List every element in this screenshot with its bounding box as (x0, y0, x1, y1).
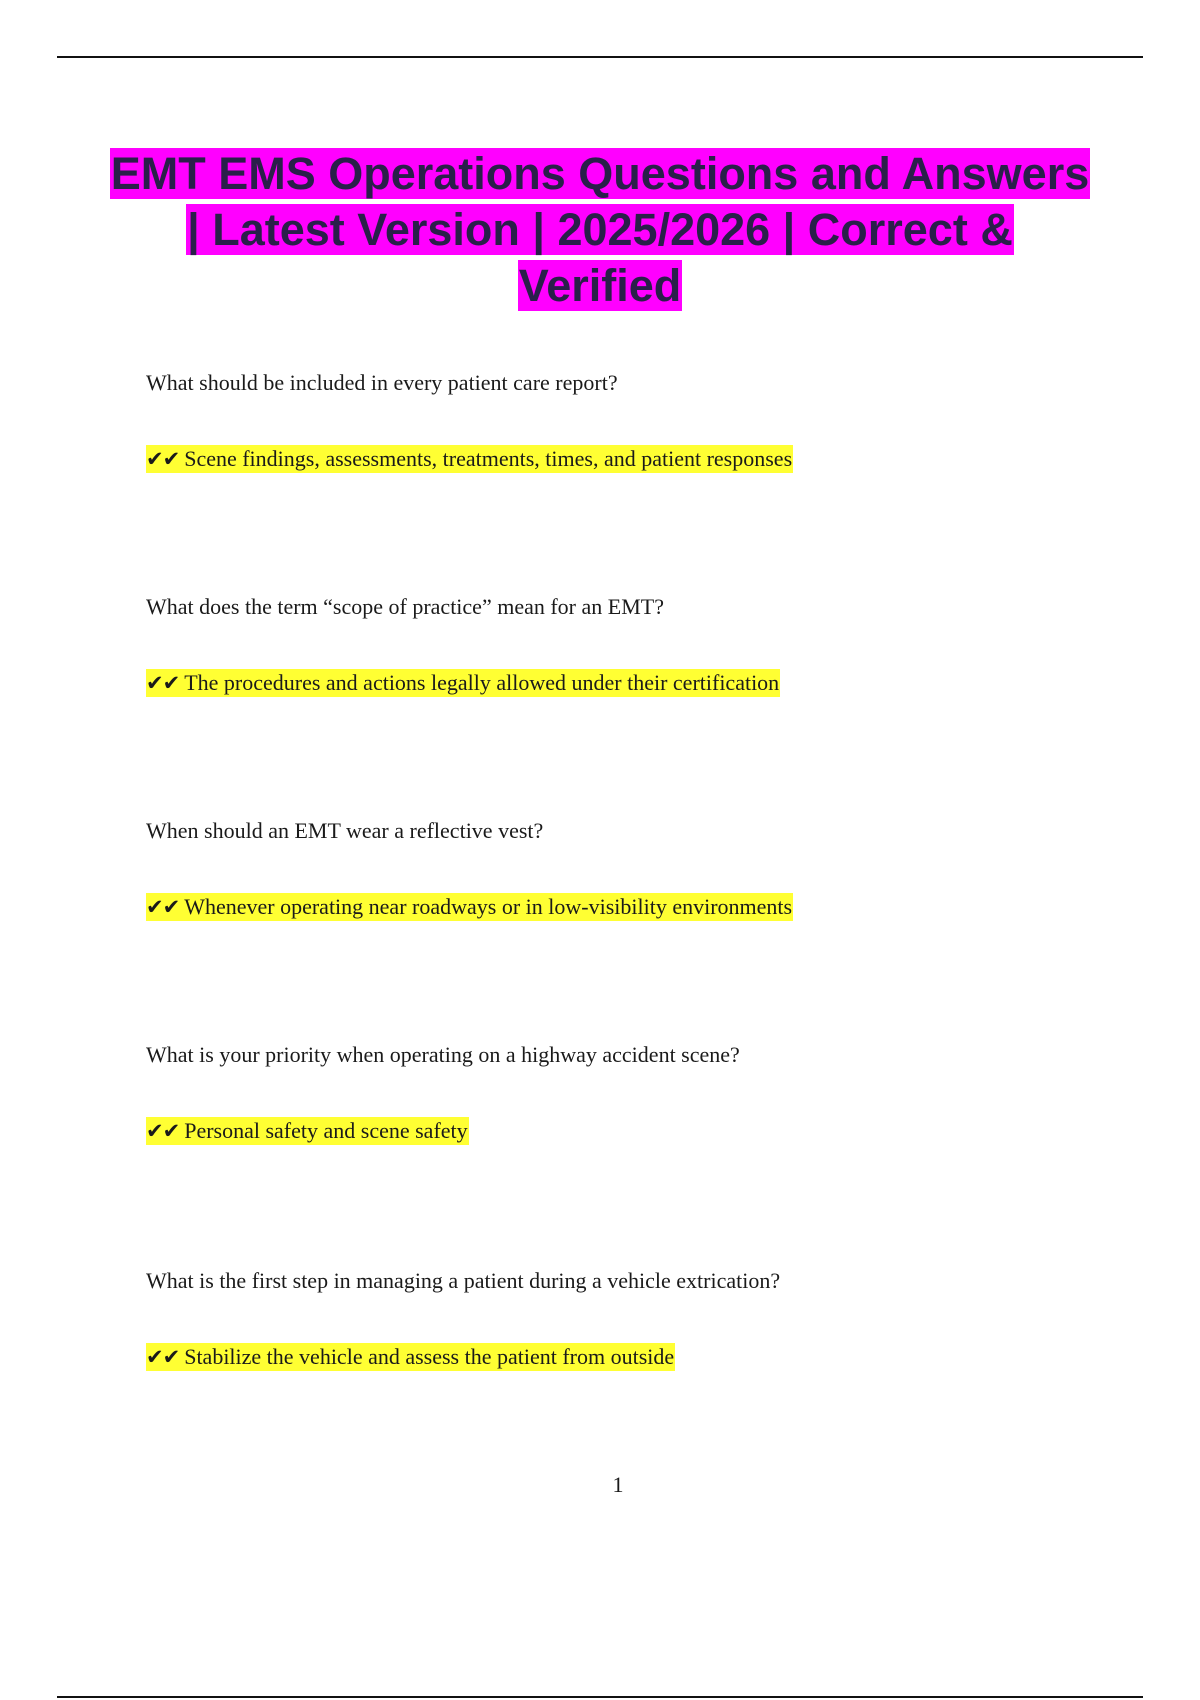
answer-text: The procedures and actions legally allowed under their certification (184, 670, 780, 695)
question-text: What does the term “scope of practice” mean for an EMT? (146, 594, 664, 619)
question-text: What is your priority when operating on a highway accident scene? (146, 1042, 740, 1067)
question-text: What is the first step in managing a patient during a vehicle extrication? (146, 1268, 781, 1293)
answer-line (146, 1116, 469, 1146)
title-highlight: EMT EMS Operations Questions and Answers | Latest Version | 2025/2026 | Correct & Verified (110, 148, 1090, 311)
page-number: 1 (612, 1472, 624, 1497)
check-icon: ✔✔ (146, 447, 180, 471)
qa-item (146, 816, 1096, 919)
document-title (100, 146, 1100, 314)
answer-line (146, 444, 793, 474)
qa-item (146, 1266, 1096, 1369)
answer-text: Whenever operating near roadways or in low-visibility environments (184, 894, 793, 919)
question-text: What should be included in every patient care report? (146, 370, 618, 395)
answer-highlight (146, 893, 793, 921)
check-icon: ✔✔ (146, 895, 180, 919)
answer-line (146, 1342, 675, 1372)
check-icon: ✔✔ (146, 1119, 180, 1143)
bottom-rule (57, 1696, 1143, 1698)
answer-text: Stabilize the vehicle and assess the patient from outside (184, 1344, 675, 1369)
answer-line (146, 892, 793, 922)
answer-line (146, 668, 780, 698)
question-text: When should an EMT wear a reflective vest? (146, 818, 544, 843)
answer-highlight (146, 1343, 675, 1371)
qa-item (146, 1040, 1096, 1143)
qa-item (146, 368, 1096, 471)
answer-highlight (146, 445, 793, 473)
check-icon: ✔✔ (146, 671, 180, 695)
top-rule (57, 56, 1143, 58)
answer-highlight (146, 1117, 469, 1145)
qa-item (146, 592, 1096, 695)
answer-text: Personal safety and scene safety (184, 1118, 468, 1143)
check-icon: ✔✔ (146, 1345, 180, 1369)
answer-highlight (146, 669, 780, 697)
answer-text: Scene findings, assessments, treatments, times, and patient responses (184, 446, 793, 471)
